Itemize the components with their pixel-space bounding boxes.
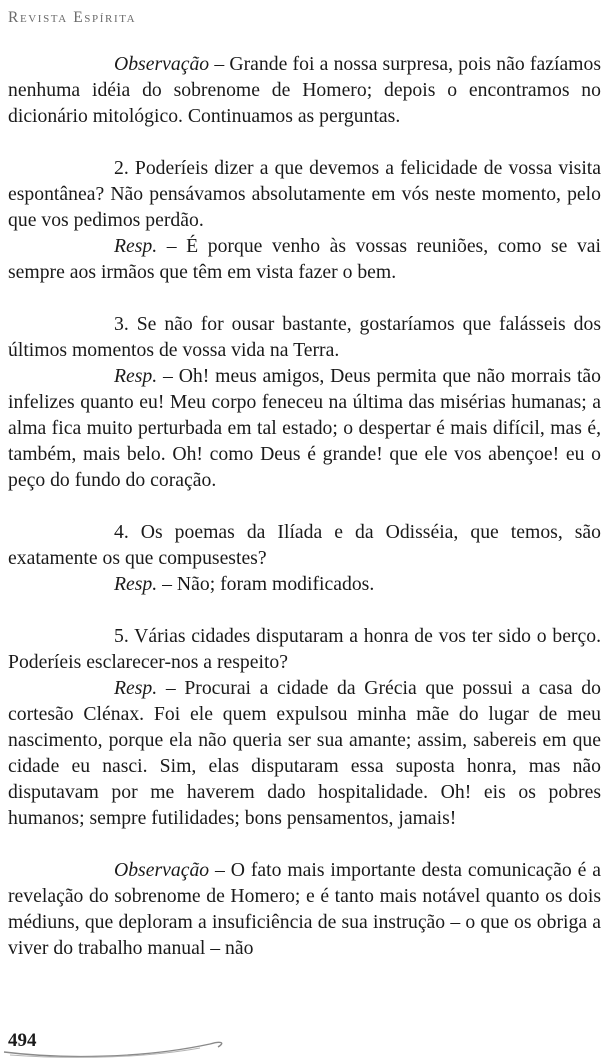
paragraph-text: – Não; foram modificados. [157, 573, 375, 595]
paragraph-observacao-1 [8, 51, 601, 129]
page-body [8, 51, 601, 961]
paragraph-text: – É porque venho às vossas reuniões, como se vai sempre aos irmãos que têm em vista fazer o bem. [8, 235, 601, 283]
paragraph-text: – Procurai a cidade da Grécia que possui a casa do cortesão Clénax. Foi ele quem expulsou minha mãe do lugar de meu nascimento, porque ela não queria ser sua amante; assim, sabereis em que cidade eu nasci. Sim, elas disputaram essa suposta honra, mas não disputavam por me haverem dado hospitalidade. Oh! eis os pobres humanos; sempre futilidades; bons pensamentos, jamais! [8, 677, 601, 829]
running-header: Revista Espírita [8, 9, 137, 26]
answer-4 [8, 571, 601, 597]
paragraph-text: 2. Poderíeis dizer a que devemos a felicidade de vossa visita espontânea? Não pensávamos absolutamente em vós neste momento, pelo que vos pedimos perdão. [8, 157, 601, 231]
question-2 [8, 155, 601, 233]
paragraph-text: 4. Os poemas da Ilíada e da Odisséia, que temos, são exatamente os que compusestes? [8, 521, 601, 569]
answer-3 [8, 363, 601, 493]
paragraph-label: Observação [114, 53, 210, 75]
paragraph-label: Resp. [114, 573, 158, 595]
paragraph-text: – Grande foi a nossa surpresa, pois não fazíamos nenhuma idéia do sobrenome de Homero; depois o encontramos no dicionário mitológico. Continuamos as perguntas. [8, 53, 601, 127]
paragraph-observacao-2 [8, 857, 601, 961]
question-5 [8, 623, 601, 675]
paragraph-text: 5. Várias cidades disputaram a honra de vos ter sido o berço. Poderíeis esclarecer-nos a respeito? [8, 625, 601, 673]
question-4 [8, 519, 601, 571]
paragraph-label: Observação [114, 859, 210, 881]
answer-5 [8, 675, 601, 831]
paragraph-text: – Oh! meus amigos, Deus permita que não morrais tão infelizes quanto eu! Meu corpo feneceu na última das misérias humanas; a alma fica muito perturbada em tal estado; o despertar é mais difícil, mas é, também, mais belo. Oh! como Deus é grande! que ele vos abençoe! eu o peço do fundo do coração. [8, 365, 601, 491]
page-number: 494 [8, 1030, 37, 1051]
answer-2 [8, 233, 601, 285]
paragraph-label: Resp. [114, 365, 158, 387]
paragraph-text: 3. Se não for ousar bastante, gostaríamos que falásseis dos últimos momentos de vossa vida na Terra. [8, 313, 601, 361]
paragraph-label: Resp. [114, 235, 158, 257]
question-3 [8, 311, 601, 363]
paragraph-text: – O fato mais importante desta comunicação é a revelação do sobrenome de Homero; e é tanto mais notável quanto os dois médiuns, que deploram a insuficiência de sua instrução – o que os obriga a viver do trabalho manual – não [8, 859, 601, 959]
paragraph-label: Resp. [114, 677, 158, 699]
